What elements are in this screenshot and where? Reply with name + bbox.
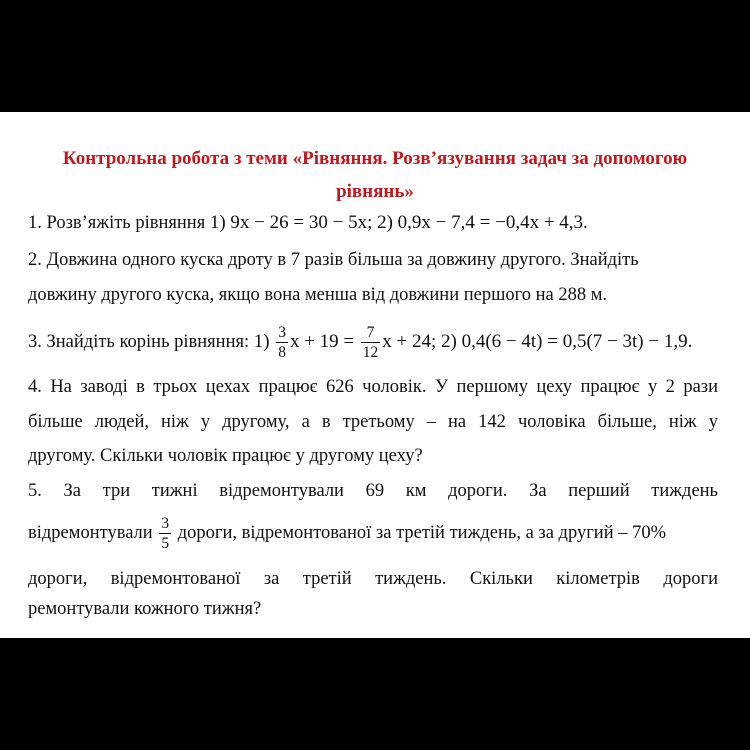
fraction-7-12 [361, 323, 381, 362]
question-5-line-3: дороги, відремонтованої за третій тиждень. Скільки кілометрів дороги [28, 569, 718, 589]
question-4-line-1: 4. На заводі в трьох цехах працює 626 чоловік. У першому цеху працює у 2 рази [28, 377, 718, 397]
question-5-line-4: ремонтували кожного тижня? [28, 599, 262, 619]
question-3-end: x + 24; 2) 0,4(6 − 4t) = 0,5(7 − 3t) − 1,9. [382, 331, 693, 352]
fraction-denominator: 8 [278, 344, 286, 362]
question-1-text: 1. Розв’яжіть рівняння [28, 213, 210, 233]
question-4-line-3: другому. Скільки чоловік працює у другому цеху? [28, 446, 423, 466]
fraction-denominator: 12 [362, 344, 379, 362]
fraction-3-8 [276, 323, 288, 362]
question-1 [28, 211, 718, 235]
question-5-text-a: відремонтували [28, 523, 153, 543]
worksheet-page [0, 112, 750, 638]
fraction-denominator: 5 [161, 535, 170, 553]
fraction-numerator: 3 [161, 515, 170, 533]
question-5-line-1: 5. За три тижні відремонтували 69 км дороги. За перший тиждень [28, 481, 718, 501]
fraction-numerator: 3 [278, 324, 286, 342]
question-5-line-2 [28, 513, 718, 553]
fraction-3-5 [159, 514, 171, 553]
question-5-text-b: дороги, відремонтованої за третій тиждень, а за другий – 70% [177, 523, 667, 543]
question-3-text: 3. Знайдіть корінь рівняння: [28, 332, 254, 352]
question-2-line-1: 2. Довжина одного куска дроту в 7 разів більша за довжину другого. Знайдіть [28, 250, 639, 270]
question-2-line-2: довжину другого куска, якщо вона менша від довжини першого на 288 м. [28, 285, 608, 305]
question-1-equations: 1) 9x − 26 = 30 − 5x; 2) 0,9x − 7,4 = −0,4x + 4,3. [209, 212, 588, 233]
question-4-line-2: більше людей, ніж у другому, а в третьому – на 142 чоловіка більше, ніж у [28, 412, 718, 432]
question-3-middle: x + 19 = [289, 331, 355, 352]
test-title: Контрольна робота з теми «Рівняння. Розв’язування задач за допомогою рівнянь» [62, 148, 688, 202]
question-3 [28, 323, 718, 362]
question-3-part-1-label: 1) [253, 331, 270, 352]
fraction-numerator: 7 [361, 323, 381, 343]
